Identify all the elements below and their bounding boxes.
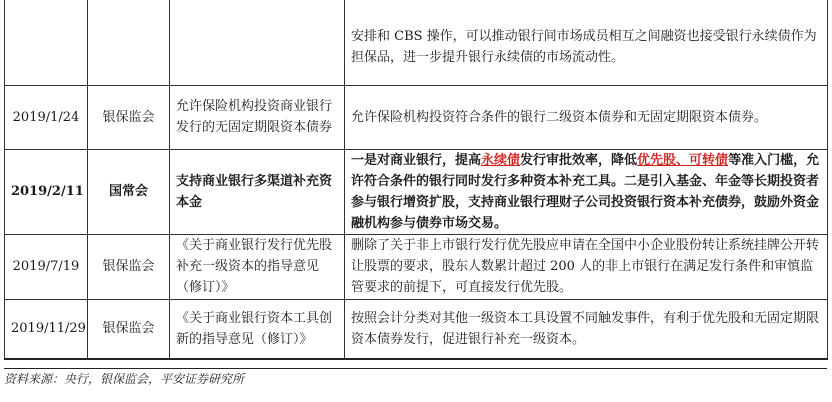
row-date — [5, 0, 88, 85]
row-agency: 国常会 — [88, 149, 170, 234]
content-text: 删除了关于非上市银行发行优先股应申请在全国中小企业股份转让系统挂牌公开转让股票的要求，股东人数累计超过 200 人的非上市银行在满足发行条件和审慎监管要求的前提下，可直接发行优先股。 — [351, 238, 820, 295]
content-text: 发行审批效率，降低 — [520, 152, 638, 168]
highlight-preferred-convertible: 优先股、可转债 — [637, 152, 729, 168]
table-row — [5, 85, 828, 149]
content-text: 按照会计分类对其他一级资本工具设置不同触发事件，有利于优先股和无固定期限资本债券发行，促进银行补充一级资本。 — [351, 310, 820, 347]
row-date: 2019/2/11 — [5, 149, 88, 234]
row-date: 2019/1/24 — [5, 85, 88, 149]
table-row — [5, 299, 828, 359]
content-text: 允许保险机构投资符合条件的银行二级资本债券和无固定期限资本债券。 — [351, 109, 768, 125]
source-note: 资料来源：央行，银保监会，平安证券研究所 — [4, 368, 827, 387]
row-content — [345, 85, 828, 149]
row-title: 支持商业银行多渠道补充资本金 — [170, 149, 345, 234]
row-agency — [88, 0, 170, 85]
highlight-perpetual-bond: 永续债 — [481, 152, 521, 168]
row-content — [345, 0, 828, 85]
row-date: 2019/7/19 — [5, 234, 88, 299]
row-title: 《关于商业银行资本工具创新的指导意见（修订）》 — [170, 299, 345, 359]
row-content — [345, 149, 828, 234]
row-agency: 银保监会 — [88, 299, 170, 359]
row-content — [345, 234, 828, 299]
row-title: 《关于商业银行发行优先股补充一级资本的指导意见（修订）》 — [170, 234, 345, 299]
row-title: 允许保险机构投资商业银行发行的无固定期限资本债券 — [170, 85, 345, 149]
content-text: 等准入门槛，允许符合条件的银行同时发行多种资本补充工具。二是引入基金、年金等长期投资者参与银行增资扩股，支持商业银行理财子公司投资银行资本补充债券，鼓励外资金融机构参与债券市场交易。 — [351, 152, 820, 231]
table-row — [5, 0, 828, 85]
content-text: 一是对商业银行，提高 — [351, 152, 482, 168]
table-row — [5, 149, 828, 234]
policy-table — [4, 0, 828, 360]
row-date: 2019/11/29 — [5, 299, 88, 359]
table-row — [5, 234, 828, 299]
content-text: 安排和 CBS 操作，可以推动银行间市场成员相互之间融资也接受银行永续债作为担保品，进一步提升银行永续债的市场流动性。 — [351, 28, 817, 65]
row-agency: 银保监会 — [88, 234, 170, 299]
row-agency: 银保监会 — [88, 85, 170, 149]
row-content — [345, 299, 828, 359]
row-title — [170, 0, 345, 85]
